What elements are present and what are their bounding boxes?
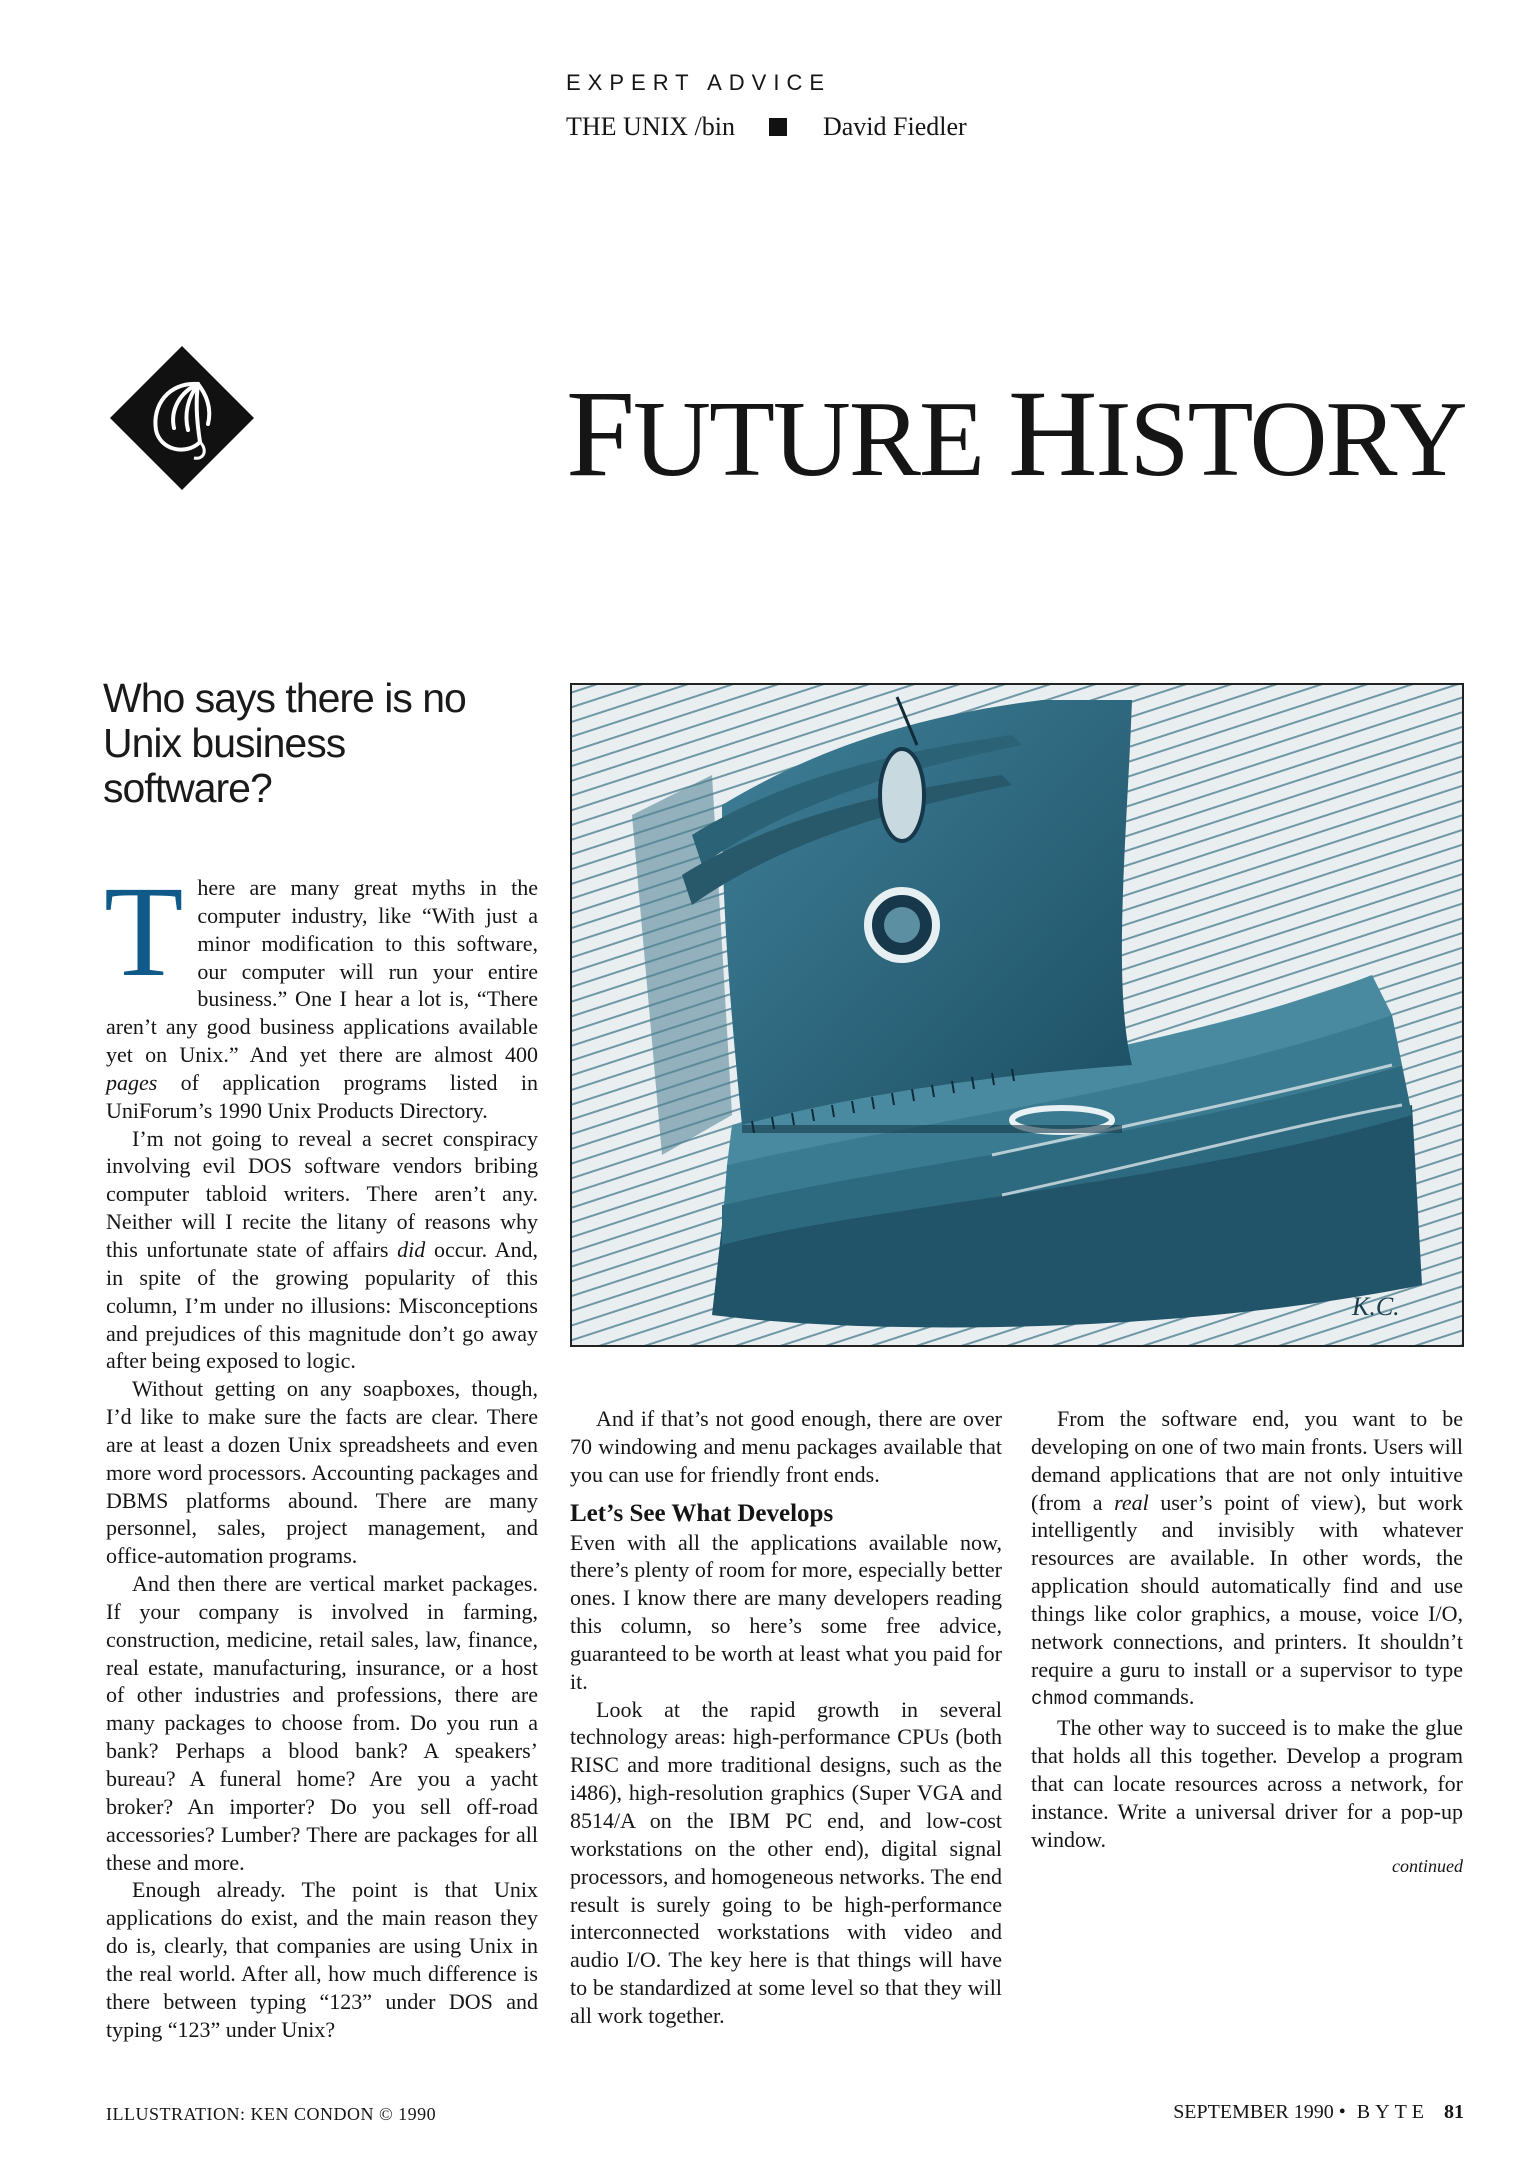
bullet-separator: •: [1338, 2101, 1346, 2123]
magazine-name: BYTE: [1356, 2101, 1429, 2123]
drop-cap: T: [104, 860, 184, 1004]
page-footer: [1173, 2101, 1464, 2124]
paragraph: And if that’s not good enough, there are over 70 windowing and menu packages available that you can use for friendly front ends.: [570, 1406, 1002, 1487]
paragraph: Even with all the applications available now, there’s plenty of room for more, especially better ones. I know there are many developers reading this column, so here’s some free advice, guaranteed to be worth at least what you paid for it.: [570, 1529, 1002, 1694]
illustration-credit: ILLUSTRATION: KEN CONDON © 1990: [106, 2104, 437, 2124]
article-column-3: [1031, 1405, 1463, 1878]
square-bullet-icon: [769, 118, 787, 136]
article-deck: Who says there is no Unix business software?: [103, 675, 466, 811]
nautilus-shell-diamond-icon: [108, 344, 256, 492]
article-column-2: [570, 1405, 1002, 2030]
paragraph: From the software end, you want to be developing on one of two main fronts. Users will demand applications that are not only intuitive (from a real user’s point of view), but work intelligently and invisibly with whatever resources are available. In other words, the application should automatically find and use things like color graphics, a mouse, voice I/O, network connections, and printers. It shouldn’t require a guru to install or a supervisor to type chmod commands.: [1031, 1406, 1463, 1711]
floppy-disk-book-illustration: [570, 683, 1464, 1347]
column-name: THE UNIX /bin: [566, 112, 735, 141]
page-number: 81: [1444, 2101, 1464, 2123]
paragraph: I’m not going to reveal a secret conspiracy involving evil DOS software vendors bribing computer tabloid writers. There aren’t any. Neither will I recite the litany of reasons why this unfortunate state of affairs did occur. And, in spite of the growing popularity of this column, I’m under no illusions: Misconceptions and prejudices of this magnitude don’t go away after being exposed to logic.: [106, 1125, 538, 1374]
paragraph: Enough already. The point is that Unix applications do exist, and the main reason they do is, clearly, that companies are using Unix in the real world. After all, how much difference is there between typing “123” under DOS and typing “123” under Unix?: [106, 1877, 538, 2042]
issue-date: SEPTEMBER 1990: [1173, 2101, 1334, 2123]
author-name: David Fiedler: [822, 112, 967, 141]
paragraph: There are many great myths in the computer industry, like “With just a minor modification to this software, our computer will run your entire business.” One I hear a lot is, “There aren’t any good business applications available yet on Unix.” And yet there are almost 400 pages of application programs listed in UniForum’s 1990 Unix Products Directory.: [104, 860, 538, 1123]
section-subhead: Let’s See What Develops: [570, 1499, 834, 1527]
continued-label: continued: [1392, 1855, 1463, 1876]
column-byline: [566, 112, 967, 142]
paragraph: Without getting on any soapboxes, though, I’d like to make sure the facts are clear. There are at least a dozen Unix spreadsheets and even more word processors. Accounting packages and DBMS platforms abound. There are many personnel, sales, project management, and office-automation programs.: [106, 1376, 538, 1569]
section-kicker: EXPERT ADVICE: [566, 70, 832, 95]
article-title: FUTURE HISTORY: [566, 365, 1466, 502]
article-column-1: [104, 860, 538, 2043]
artist-signature: K.C.: [1352, 1292, 1400, 1321]
paragraph: The other way to succeed is to make the glue that holds all this together. Develop a program that can locate resources across a network, for instance. Write a universal driver for a pop-up window.: [1031, 1715, 1463, 1852]
paragraph: And then there are vertical market packages. If your company is involved in farming, construction, medicine, retail sales, law, finance, real estate, manufacturing, insurance, or a host of other industries and professions, there are many packages to choose from. Do you run a bank? Perhaps a blood bank? A speakers’ bureau? A funeral home? Are you a yacht broker? An importer? Do you sell off-road accessories? Lumber? There are packages for all these and more.: [106, 1571, 538, 1875]
paragraph: Look at the rapid growth in several technology areas: high-performance CPUs (both RISC and more traditional designs, such as the i486), high-resolution graphics (Super VGA and 8514/A on the IBM PC end, and low-cost workstations on the other end), digital signal processors, and homogeneous networks. The end result is surely going to be high-performance interconnected workstations with video and audio I/O. The key here is that things will have to be standardized at some level so that they will all work together.: [570, 1696, 1002, 2028]
